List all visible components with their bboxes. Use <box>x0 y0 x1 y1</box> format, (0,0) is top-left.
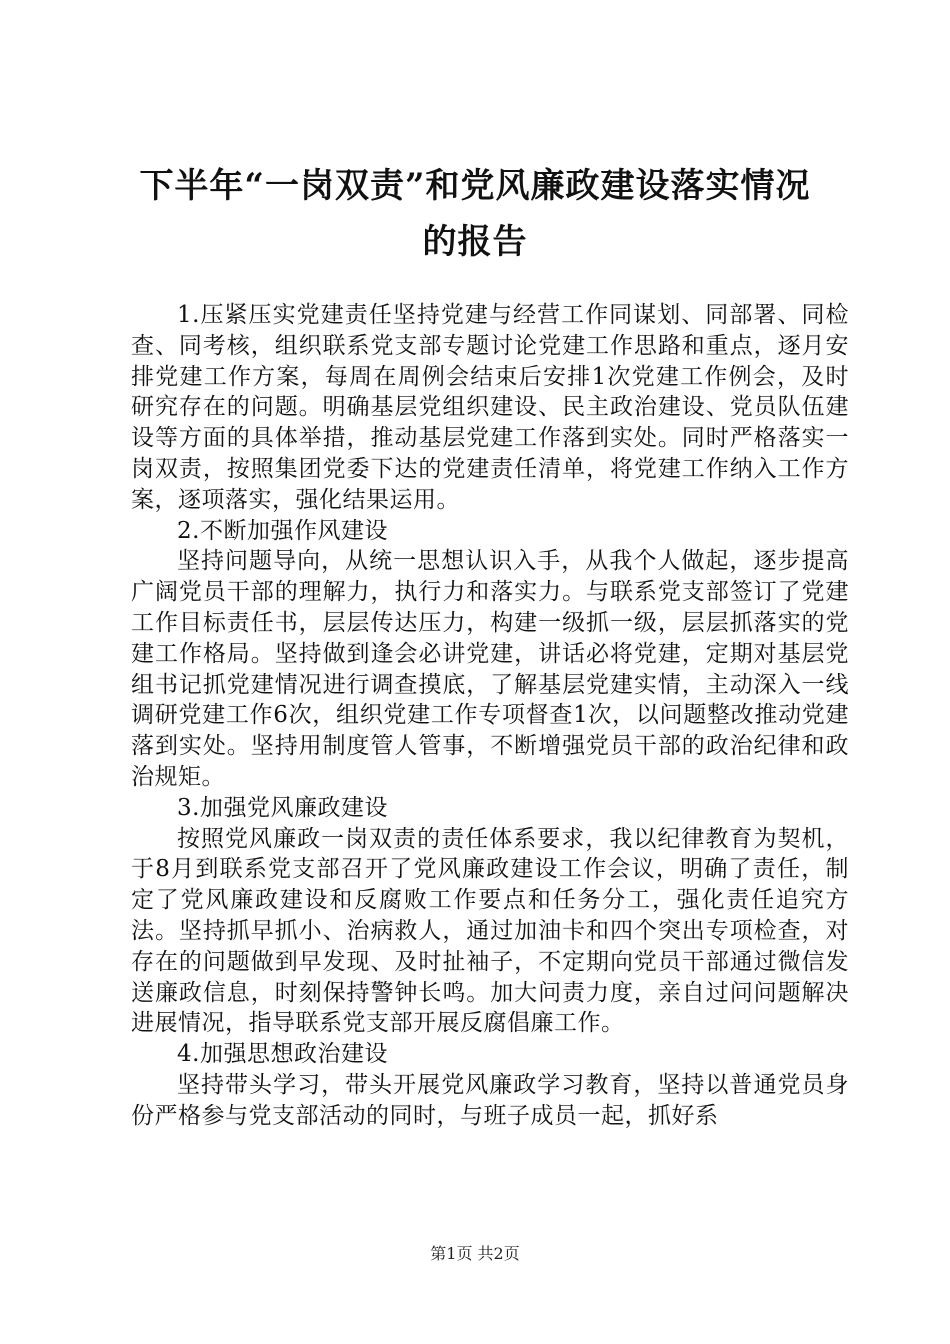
paragraph-2: 坚持问题导向，从统一思想认识入手，从我个人做起，逐步提高广阔党员干部的理解力，执行力和落实力。与联系党支部签订了党建工作目标责任书，层层传达压力，构建一级抓一级，层层抓落实的党建工作格局。坚持做到逢会必讲党建，讲话必将党建，定期对基层党组书记抓党建情况进行调查摸底，了解基层党建实情，主动深入一线调研党建工作6次，组织党建工作专项督查1次，以问题整改推动党建落到实处。坚持用制度管人管事，不断增强党员干部的政治纪律和政治规矩。 <box>131 548 849 790</box>
document-body <box>131 300 849 1132</box>
section-heading-2: 2.不断加强作风建设 <box>177 517 388 544</box>
paragraph-1: 1.压紧压实党建责任坚持党建与经营工作同谋划、同部署、同检查、同考核，组织联系党支部专题讨论党建工作思路和重点，逐月安排党建工作方案，每周在周例会结束后安排1次党建工作例会，及时研究存在的问题。明确基层党组织建设、民主政治建设、党员队伍建设等方面的具体举措，推动基层党建工作落到实处。同时严格落实一岗双责，按照集团党委下达的党建责任清单，将党建工作纳入工作方案，逐项落实，强化结果运用。 <box>131 302 849 513</box>
document-title <box>100 158 850 270</box>
section-heading-4: 4.加强思想政治建设 <box>177 1041 388 1068</box>
paragraph-4: 坚持带头学习，带头开展党风廉政学习教育，坚持以普通党员身份严格参与党支部活动的同时，与班子成员一起，抓好系 <box>131 1071 849 1129</box>
paragraph-3: 按照党风廉政一岗双责的责任体系要求，我以纪律教育为契机，于8月到联系党支部召开了党风廉政建设工作会议，明确了责任，制定了党风廉政建设和反腐败工作要点和任务分工，强化责任追究方法。坚持抓早抓小、治病救人，通过加油卡和四个突出专项检查，对存在的问题做到早发现、及时扯袖子，不定期向党员干部通过微信发送廉政信息，时刻保持警钟长鸣。加大问责力度，亲自过问问题解决进展情况，指导联系党支部开展反腐倡廉工作。 <box>131 825 849 1037</box>
section-heading-3: 3.加强党风廉政建设 <box>177 794 388 821</box>
title-line-2: 的报告 <box>422 222 528 262</box>
page-footer: 第1页 共2页 <box>430 1244 520 1263</box>
title-line-1: 下半年“一岗双责”和党风廉政建设落实情况 <box>139 166 811 206</box>
